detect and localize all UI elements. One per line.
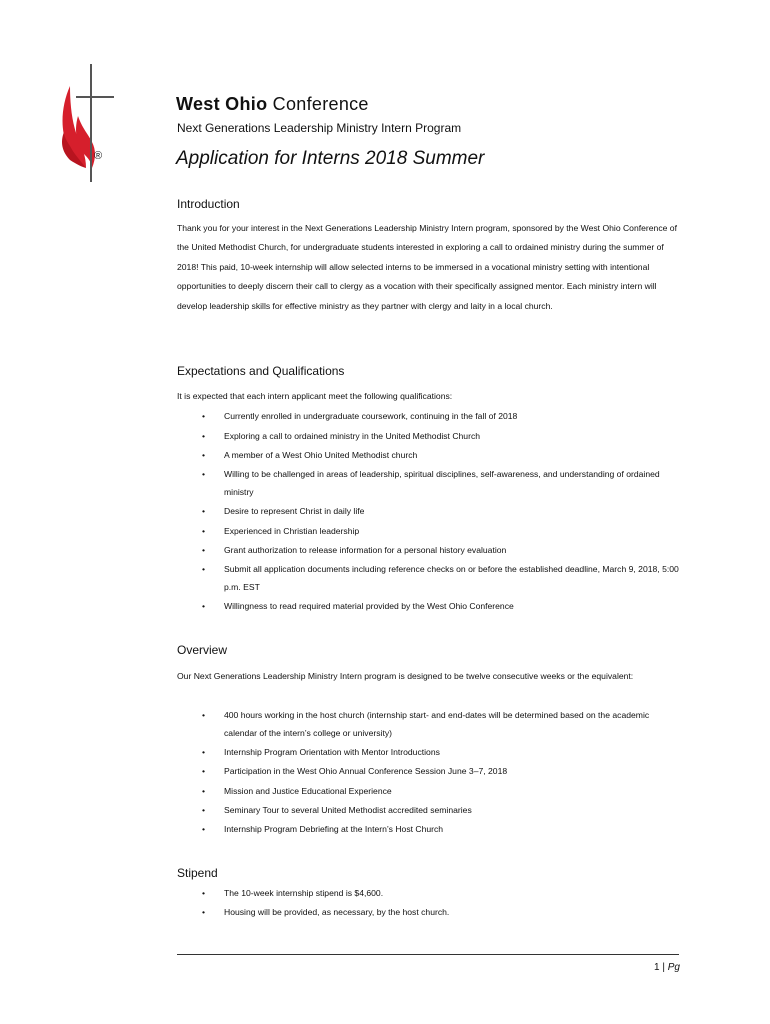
bullet-icon: • bbox=[202, 601, 206, 611]
bullet-icon: • bbox=[202, 805, 206, 815]
expectation-item: Grant authorization to release information for a personal history evaluation bbox=[224, 545, 507, 555]
bullet-icon: • bbox=[202, 526, 206, 536]
bullet-icon: • bbox=[202, 888, 206, 898]
overview-item: Participation in the West Ohio Annual Conference Session June 3–7, 2018 bbox=[224, 766, 508, 776]
organization-name-light: Conference bbox=[267, 94, 369, 114]
expectation-item: Submit all application documents including reference checks on or before the established deadline, March 9, 2018, 5:00 p.m. EST bbox=[224, 564, 679, 592]
introduction-heading: Introduction bbox=[177, 197, 240, 211]
expectations-heading: Expectations and Qualifications bbox=[177, 364, 345, 378]
overview-intro: Our Next Generations Leadership Ministry Intern program is designed to be twelve consecutive weeks or the equivalent: bbox=[177, 671, 634, 681]
expectation-item: A member of a West Ohio United Methodist church bbox=[224, 450, 418, 460]
overview-item: Mission and Justice Educational Experience bbox=[224, 786, 392, 796]
program-name: Next Generations Leadership Ministry Intern Program bbox=[177, 121, 462, 135]
expectation-item: Exploring a call to ordained ministry in the United Methodist Church bbox=[224, 431, 481, 441]
document-title: Application for Interns 2018 Summer bbox=[176, 148, 485, 169]
bullet-icon: • bbox=[202, 450, 206, 460]
overview-item: Internship Program Debriefing at the Intern’s Host Church bbox=[224, 824, 444, 834]
bullet-icon: • bbox=[202, 824, 206, 834]
page-separator: | bbox=[659, 962, 668, 973]
bullet-icon: • bbox=[202, 710, 206, 720]
bullet-icon: • bbox=[202, 564, 206, 574]
bullet-icon: • bbox=[202, 411, 206, 421]
expectation-item: Desire to represent Christ in daily life bbox=[224, 506, 365, 516]
expectations-intro: It is expected that each intern applicant meet the following qualifications: bbox=[177, 391, 453, 401]
page-footer bbox=[654, 962, 680, 973]
bullet-icon: • bbox=[202, 506, 206, 516]
bullet-icon: • bbox=[202, 747, 206, 757]
stipend-item: The 10-week internship stipend is $4,600. bbox=[224, 888, 384, 898]
cross-and-flame-icon bbox=[56, 64, 118, 182]
bullet-icon: • bbox=[202, 786, 206, 796]
expectation-item: Willingness to read required material provided by the West Ohio Conference bbox=[224, 601, 514, 611]
overview-item: 400 hours working in the host church (internship start- and end-dates will be determined based on the academic calendar of the intern’s college or university) bbox=[224, 710, 650, 738]
expectation-item: Experienced in Christian leadership bbox=[224, 526, 360, 536]
organization-name bbox=[176, 94, 369, 115]
bullet-icon: • bbox=[202, 431, 206, 441]
overview-item: Internship Program Orientation with Mentor Introductions bbox=[224, 747, 440, 757]
organization-name-bold: West Ohio bbox=[176, 94, 268, 114]
overview-item: Seminary Tour to several United Methodist accredited seminaries bbox=[224, 805, 472, 815]
bullet-icon: • bbox=[202, 545, 206, 555]
bullet-icon: • bbox=[202, 907, 206, 917]
introduction-body: Thank you for your interest in the Next Generations Leadership Ministry Intern program, sponsored by the West Ohio Conference of the United Methodist Church, for undergraduate students interested in exploring a call to ordained ministry during the summer of 2018! This paid, 10-week internship will allow selected interns to be immersed in a vocational ministry setting with intentional opportunities to deeply discern their call to clergy as a vocation with their specifically assigned mentor. Each ministry intern will develop leadership skills for effective ministry as they partner with clergy and laity in a local church. bbox=[177, 223, 677, 311]
overview-heading: Overview bbox=[177, 643, 228, 657]
bullet-icon: • bbox=[202, 766, 206, 776]
expectation-item: Currently enrolled in undergraduate coursework, continuing in the fall of 2018 bbox=[224, 411, 518, 421]
page-number: 1 bbox=[654, 962, 660, 973]
footer-divider bbox=[177, 954, 679, 955]
bullet-icon: • bbox=[202, 469, 206, 479]
expectation-item: Willing to be challenged in areas of leadership, spiritual disciplines, self-awareness, and understanding of ordained ministry bbox=[224, 469, 660, 497]
stipend-item: Housing will be provided, as necessary, by the host church. bbox=[224, 907, 450, 917]
registered-mark: ® bbox=[94, 150, 103, 162]
page-label: Pg bbox=[667, 962, 680, 973]
stipend-heading: Stipend bbox=[177, 866, 218, 880]
